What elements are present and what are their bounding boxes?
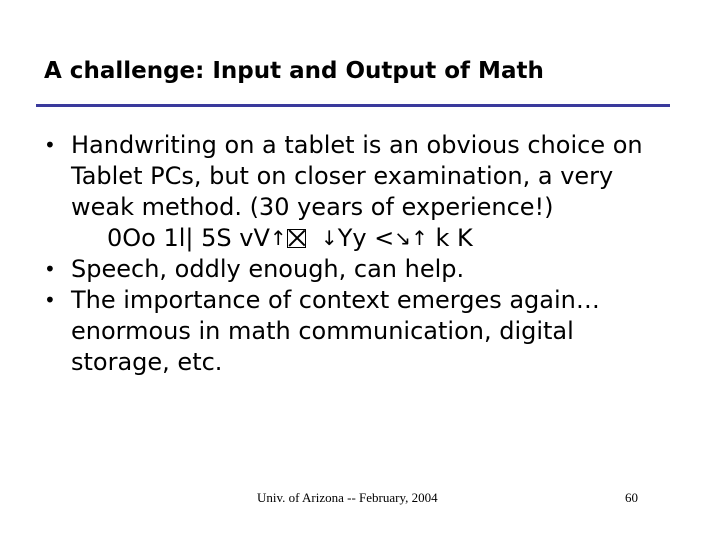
confusable-symbols-row (71, 223, 694, 254)
symbol-group: 0Oo 1l| 5S vV (107, 224, 270, 252)
slide-footer (0, 488, 720, 508)
up-arrow-glyph-icon: ↑ (411, 226, 428, 250)
bullet-item (44, 130, 694, 254)
down-arrow-glyph-icon: ↓ (320, 226, 338, 250)
symbol-group: k K (427, 224, 473, 252)
bullet-text: Speech, oddly enough, can help. (71, 255, 465, 283)
bullet-list (44, 130, 694, 378)
symbol-group: Yy < (337, 224, 395, 252)
diagonal-arrow-glyph-icon: ↘ (394, 226, 412, 250)
boxed-x-glyph-icon (287, 229, 306, 248)
bullet-item (44, 285, 694, 378)
bullet-item (44, 254, 694, 285)
footer-text: Univ. of Arizona -- February, 2004 (257, 490, 438, 505)
bullet-text: Handwriting on a tablet is an obvious choice on Tablet PCs, but on closer examination, a very weak method. (30 years of experience!) (71, 131, 643, 221)
bullet-text: The importance of context emerges again… enormous in math communication, digital storage, etc. (71, 286, 600, 376)
slide-title: A challenge: Input and Output of Math (44, 58, 544, 84)
title-divider (36, 104, 670, 107)
up-arrow-glyph-icon: ↑ (269, 226, 287, 250)
page-number: 60 (625, 490, 638, 505)
